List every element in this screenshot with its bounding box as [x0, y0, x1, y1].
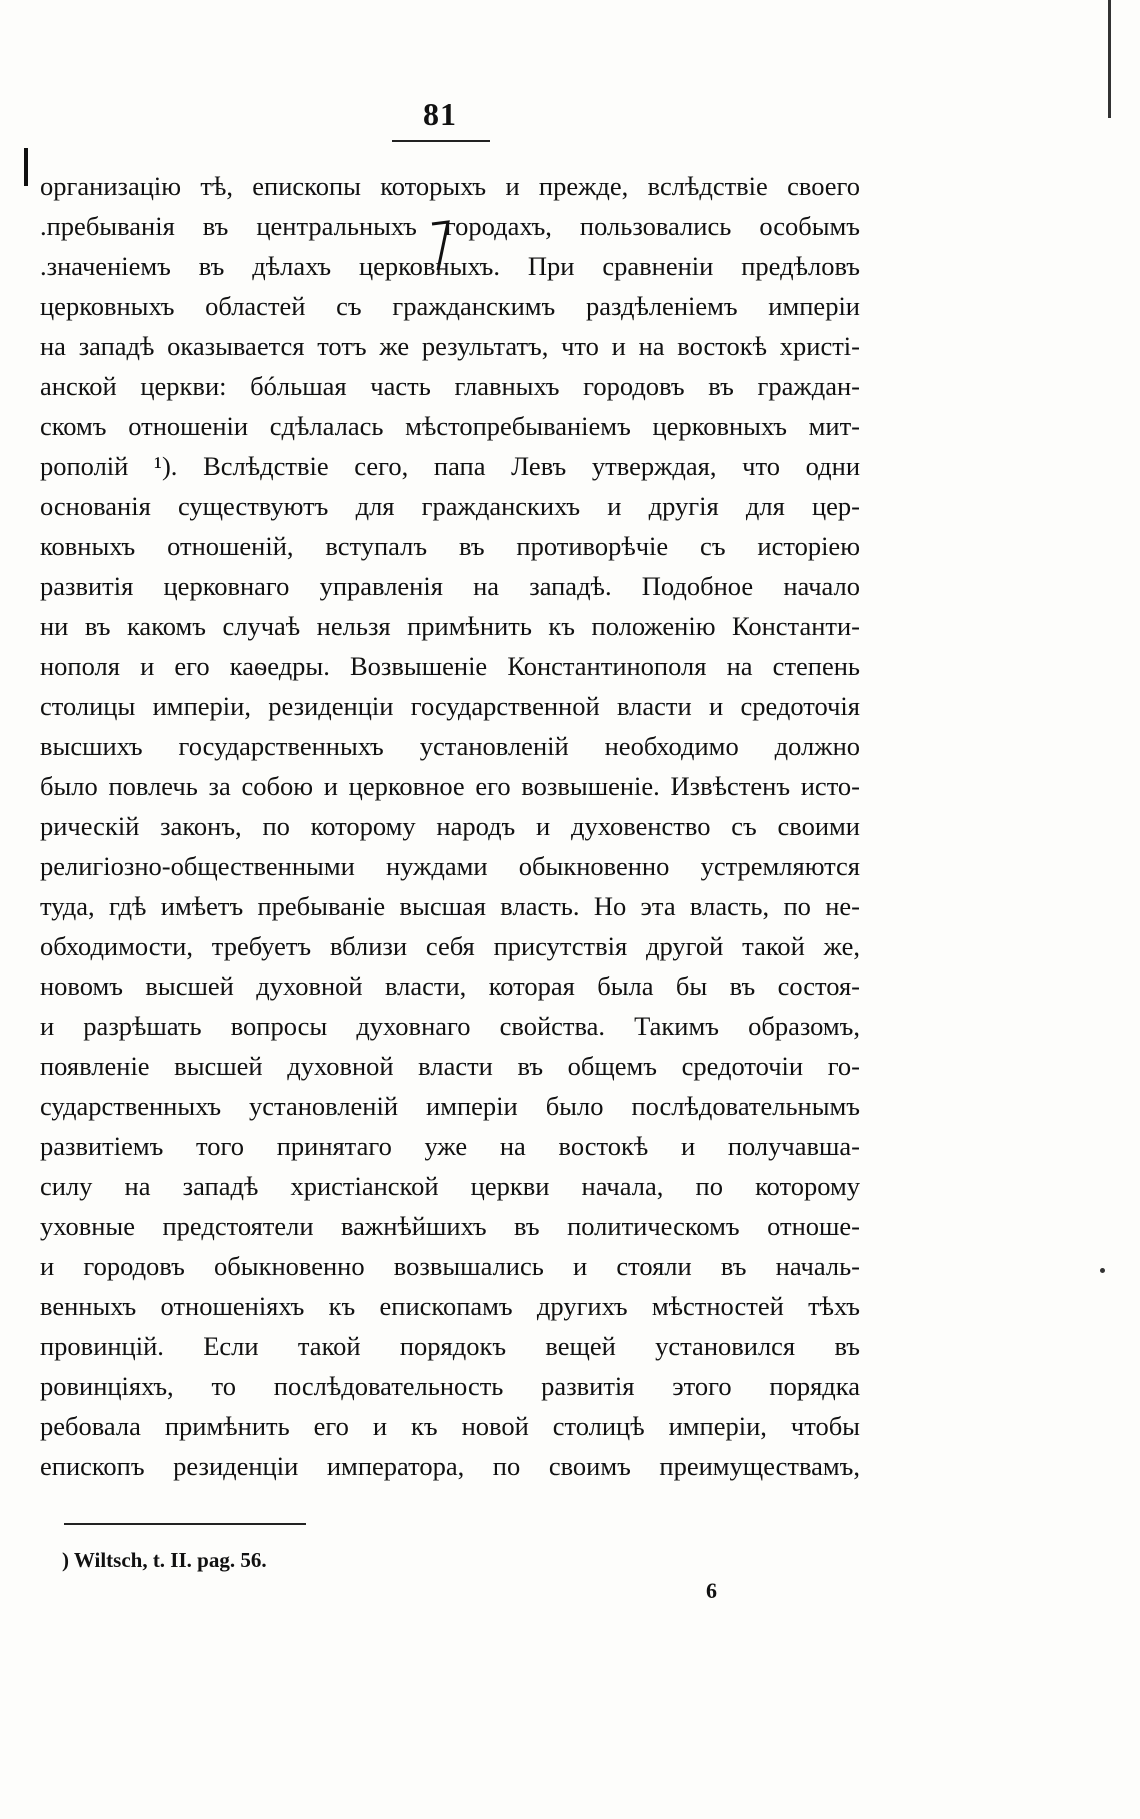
text-line: развитіемъ того принятаго уже на востокѣ и получавша-: [40, 1131, 860, 1161]
text-line: на западѣ оказывается тотъ же результатъ, что и на востокѣ христі-: [40, 331, 860, 361]
page-number: 81: [423, 96, 457, 132]
text-line: ребовала примѣнить его и къ новой столицѣ имперіи, чтобы: [40, 1411, 860, 1441]
text-line: .пребыванія въ центральныхъ городахъ, пользовались особымъ: [40, 211, 860, 241]
text-line: развитія церковнаго управленія на западѣ. Подобное начало: [40, 571, 860, 601]
text-line: основанія существуютъ для гражданскихъ и другія для цер-: [40, 491, 860, 521]
stray-dot: [1100, 1268, 1105, 1273]
text-line: и городовъ обыкновенно возвышались и стояли въ началь-: [40, 1251, 860, 1281]
footnote-rule: [64, 1523, 306, 1525]
text-line: скомъ отношеніи сдѣлалась мѣстопребываніемъ церковныхъ мит-: [40, 411, 860, 441]
text-line: ровинціяхъ, то послѣдовательность развитія этого порядка: [40, 1371, 860, 1401]
text-line: было повлечь за собою и церковное его возвышеніе. Извѣстенъ исто-: [40, 771, 860, 801]
margin-bar: [24, 148, 28, 186]
text-line: организацію тѣ, епископы которыхъ и прежде, вслѣдствіе своего: [40, 171, 860, 201]
text-line: епископъ резиденціи императора, по своимъ преимуществамъ,: [40, 1451, 860, 1481]
text-line: рическій законъ, по которому народъ и духовенство съ своими: [40, 811, 860, 841]
text-line: столицы имперіи, резиденціи государственной власти и средоточія: [40, 691, 860, 721]
text-line: и разрѣшать вопросы духовнаго свойства. Такимъ образомъ,: [40, 1011, 860, 1041]
text-line: анской церкви: бóльшая часть главныхъ городовъ въ граждан-: [40, 371, 860, 401]
text-line: венныхъ отношеніяхъ къ епископамъ другихъ мѣстностей тѣхъ: [40, 1291, 860, 1321]
pen-stroke-mark: [428, 218, 452, 274]
text-line: провинцій. Если такой порядокъ вещей установился въ: [40, 1331, 860, 1361]
text-line: высшихъ государственныхъ установленій необходимо должно: [40, 731, 860, 761]
text-line: обходимости, требуетъ вблизи себя присутствія другой такой же,: [40, 931, 860, 961]
text-line: появленіе высшей духовной власти въ общемъ средоточіи го-: [40, 1051, 860, 1081]
text-line: уховные предстоятели важнѣйшихъ въ политическомъ отноше-: [40, 1211, 860, 1241]
text-line: религіозно-общественными нуждами обыкновенно устремляются: [40, 851, 860, 881]
text-line: нополя и его каѳедры. Возвышеніе Константинополя на степень: [40, 651, 860, 681]
text-line: сударственныхъ установленій имперіи было послѣдовательнымъ: [40, 1091, 860, 1121]
spine-mark: [1108, 0, 1111, 118]
text-line: силу на западѣ христіанской церкви начала, по которому: [40, 1171, 860, 1201]
text-line: .значеніемъ въ дѣлахъ церковныхъ. При сравненіи предѣловъ: [40, 251, 860, 281]
text-line: рополій ¹). Вслѣдствіе сего, папа Левъ утверждая, что одни: [40, 451, 860, 481]
text-line: ни въ какомъ случаѣ нельзя примѣнить къ положенію Константи-: [40, 611, 860, 641]
text-line: новомъ высшей духовной власти, которая была бы въ состоя-: [40, 971, 860, 1001]
text-line: ковныхъ отношеній, вступалъ въ противорѣчіе съ исторіею: [40, 531, 860, 561]
footnote: ) Wiltsch, t. II. pag. 56.: [62, 1548, 267, 1572]
text-line: туда, гдѣ имѣетъ пребываніе высшая власть. Но эта власть, по не-: [40, 891, 860, 921]
signature-mark: 6: [706, 1578, 717, 1603]
page-number-rule: [392, 140, 490, 142]
text-line: церковныхъ областей съ гражданскимъ раздѣленіемъ имперіи: [40, 291, 860, 321]
body-text: [40, 166, 860, 1486]
